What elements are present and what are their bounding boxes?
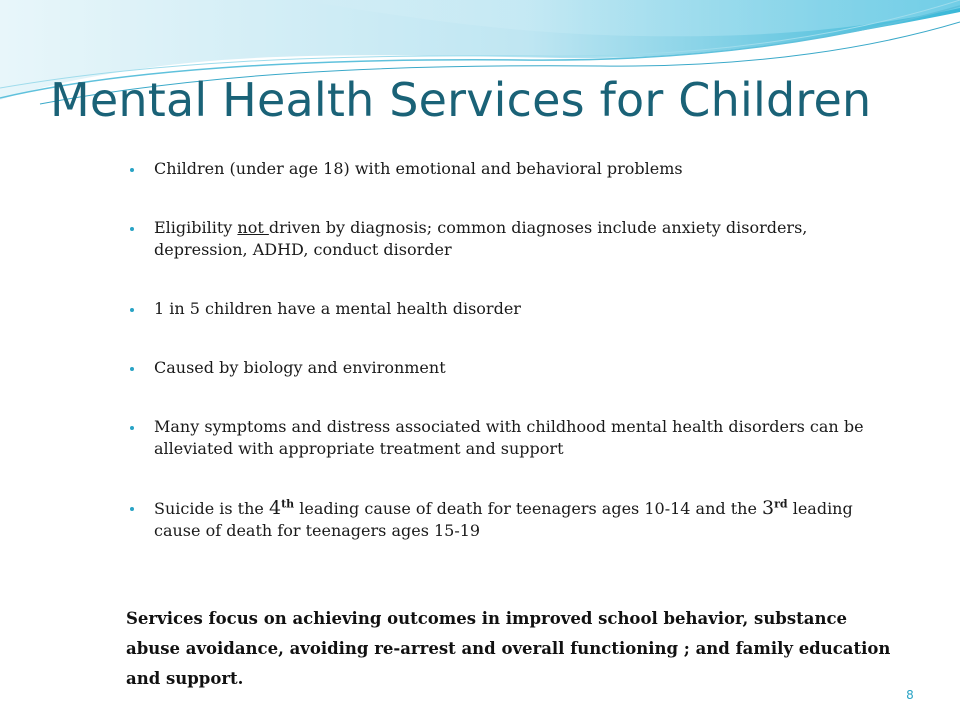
bullet-text: Many symptoms and distress associated with childhood mental health disorders can be alleviated with appropriate treatment and support — [154, 417, 864, 458]
bullet-text-part3: leading cause of death for teenagers ages 15-19 — [154, 499, 853, 540]
bullet-text: 1 in 5 children have a mental health disorder — [154, 299, 521, 318]
bullet-item — [130, 158, 890, 180]
bullet-icon — [130, 367, 134, 371]
bullet-list — [130, 158, 890, 542]
bullet-icon — [130, 168, 134, 172]
ordinal-suffix: rd — [774, 497, 788, 511]
bullet-item — [130, 416, 890, 460]
bullet-text-part2: leading cause of death for teenagers ages 10-14 and the — [294, 499, 763, 518]
ordinal-number: 4 — [268, 497, 282, 519]
bullet-item — [130, 497, 890, 542]
page-title: Mental Health Services for Children — [50, 73, 872, 127]
bullet-item — [130, 298, 890, 320]
summary-text: Services focus on achieving outcomes in improved school behavior, substance abuse avoidance, avoiding re-arrest and overall functioning ; and family education and support. — [126, 609, 891, 688]
bullet-text: Children (under age 18) with emotional and behavioral problems — [154, 159, 683, 178]
bullet-text-pre: Eligibility — [154, 218, 238, 237]
bullet-icon — [130, 308, 134, 312]
bullet-text-post: driven by diagnosis; common diagnoses include anxiety disorders, depression, ADHD, conduct disorder — [154, 218, 808, 259]
page-number: 8 — [906, 688, 914, 702]
bullet-icon — [130, 507, 134, 511]
bullet-text-emphasis: not — [237, 218, 269, 237]
bullet-text: Caused by biology and environment — [154, 358, 446, 377]
ordinal-number: 3 — [762, 497, 775, 519]
bullet-icon — [130, 227, 134, 231]
ordinal-suffix: th — [281, 497, 295, 511]
bullet-icon — [130, 426, 134, 430]
bullet-item — [130, 357, 890, 379]
bullet-item — [130, 217, 890, 261]
bullet-text-part1: Suicide is the — [154, 499, 269, 518]
